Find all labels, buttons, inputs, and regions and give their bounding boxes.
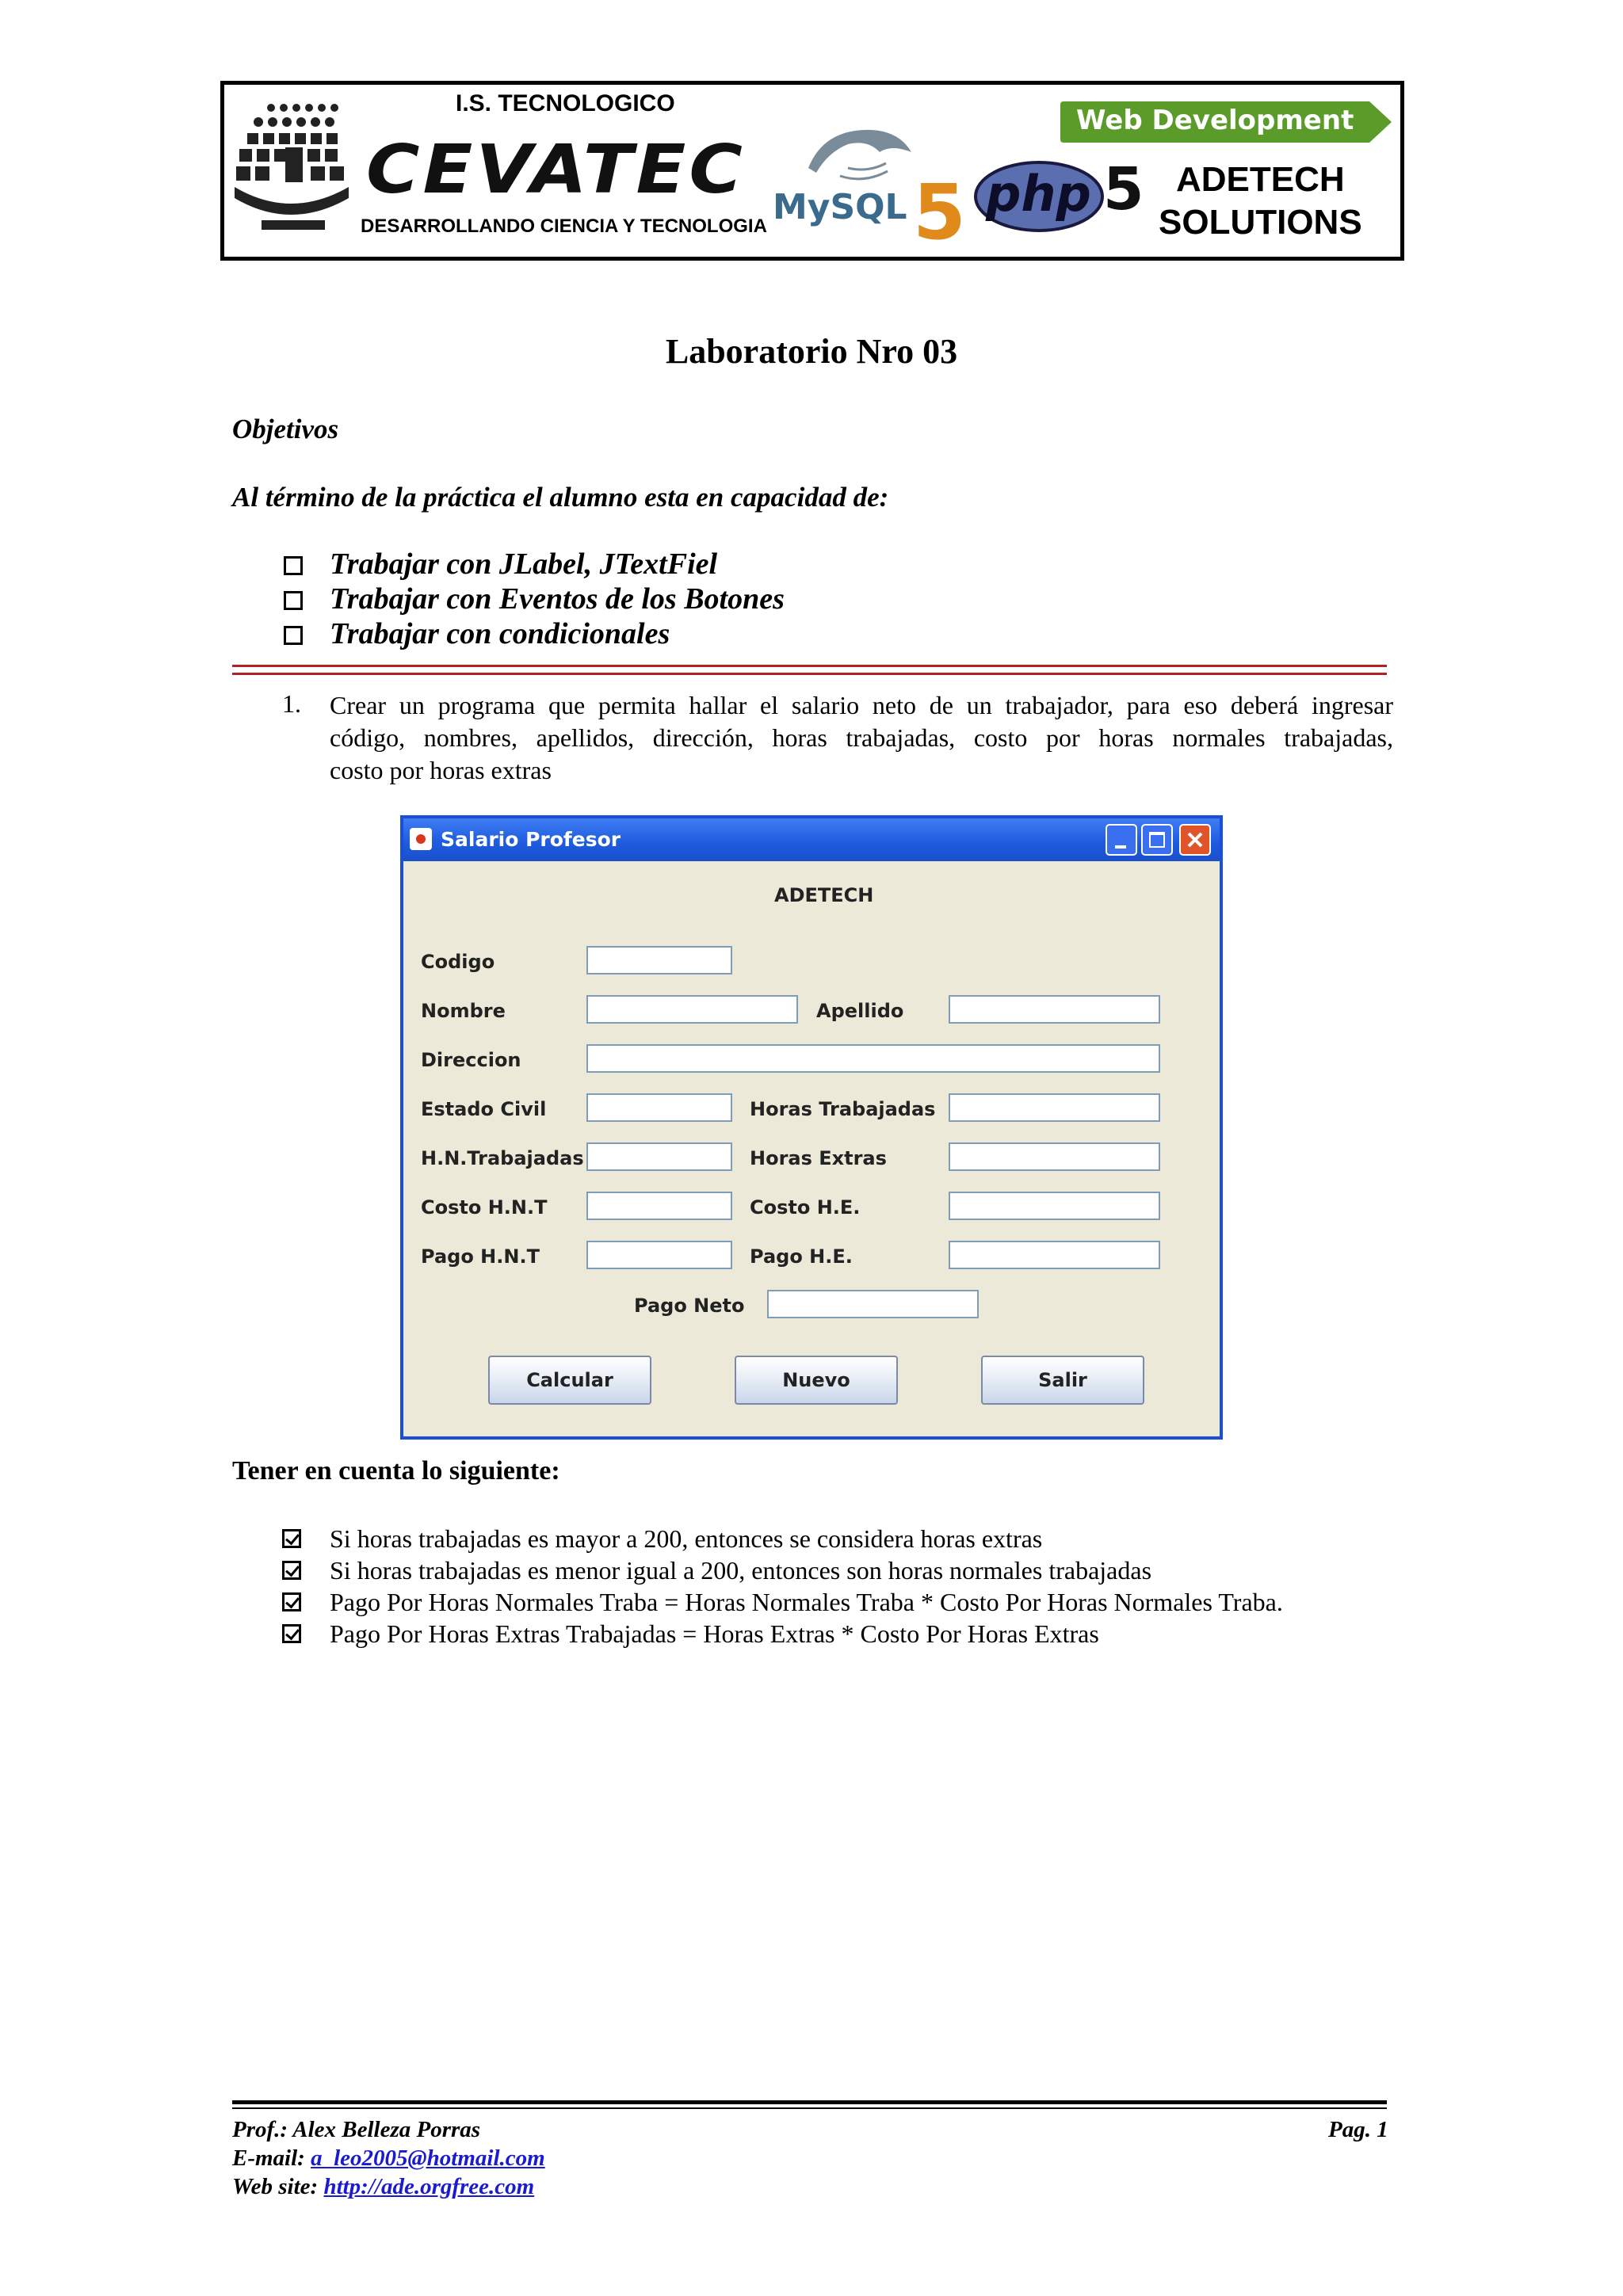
objective-item: Trabajar con condicionales — [330, 617, 670, 650]
objectives-intro: Al término de la práctica el alumno esta en capacidad de: — [232, 482, 889, 513]
minimize-icon — [1115, 845, 1126, 849]
checked-box-icon — [282, 1624, 301, 1643]
company-logo-text — [1159, 158, 1362, 244]
note-item: Pago Por Horas Normales Traba = Horas Normales Traba * Costo Por Horas Normales Traba. — [330, 1588, 1283, 1616]
salario-profesor-window — [400, 815, 1223, 1440]
hn-trabajadas-field[interactable] — [586, 1142, 732, 1171]
checkbox-icon — [284, 556, 303, 575]
close-icon — [1186, 831, 1204, 849]
label-apellido: Apellido — [816, 1000, 904, 1022]
salir-button[interactable]: Salir — [981, 1356, 1144, 1405]
checked-box-icon — [282, 1561, 301, 1580]
label-direccion: Direccion — [421, 1049, 521, 1071]
label-costo-he: Costo H.E. — [750, 1196, 861, 1219]
calcular-button[interactable]: Calcular — [488, 1356, 651, 1405]
exercise-line: Crear un programa que permita hallar el salario neto de un trabajador, para eso deberá ingresar — [330, 691, 1393, 719]
close-button[interactable] — [1179, 824, 1211, 856]
horas-extras-field[interactable] — [949, 1142, 1160, 1171]
company-line-2: SOLUTIONS — [1159, 203, 1362, 242]
costo-hnt-field[interactable] — [586, 1192, 732, 1220]
objective-item: Trabajar con JLabel, JTextFiel — [330, 547, 718, 581]
footer-divider — [232, 2107, 1387, 2109]
institution-name: I.S. TECNOLOGICO — [456, 90, 675, 116]
footer-email — [232, 2145, 545, 2172]
estado-civil-field[interactable] — [586, 1093, 732, 1122]
cevatec-logo-icon — [231, 101, 350, 236]
label-pago-neto: Pago Neto — [634, 1295, 745, 1317]
web-development-text: Web Development — [1076, 105, 1354, 136]
maximize-button[interactable] — [1141, 824, 1173, 856]
checked-box-icon — [282, 1529, 301, 1548]
footer-website — [232, 2174, 534, 2200]
section-divider — [232, 665, 1387, 667]
notes-heading: Tener en cuenta lo siguiente: — [232, 1456, 560, 1486]
mysql-version: 5 — [913, 168, 966, 257]
label-codigo: Codigo — [421, 951, 495, 973]
costo-he-field[interactable] — [949, 1192, 1160, 1220]
document-title: Laboratorio Nro 03 — [665, 332, 958, 371]
apellido-field[interactable] — [949, 995, 1160, 1024]
page-number: Pag. 1 — [1328, 2117, 1388, 2142]
window-title: Salario Profesor — [441, 828, 621, 851]
label-nombre: Nombre — [421, 1000, 506, 1022]
website-label: Web site: — [232, 2174, 319, 2199]
exercise-line: costo por horas extras — [330, 756, 552, 784]
codigo-field[interactable] — [586, 946, 732, 974]
pago-hnt-field[interactable] — [586, 1241, 732, 1269]
exercise-number: 1. — [282, 689, 301, 718]
label-pago-he: Pago H.E. — [750, 1245, 853, 1268]
checkbox-icon — [284, 591, 303, 610]
footer-divider — [232, 2100, 1387, 2104]
pago-neto-field[interactable] — [767, 1290, 979, 1318]
note-item: Pago Por Horas Extras Trabajadas = Horas Extras * Costo Por Horas Extras — [330, 1619, 1099, 1648]
company-line-1: ADETECH — [1176, 160, 1345, 199]
mysql-logo-text: MySQL — [773, 187, 907, 227]
direccion-field[interactable] — [586, 1044, 1160, 1073]
objectives-heading: Objetivos — [232, 414, 339, 444]
php-logo-text: php — [986, 165, 1091, 223]
email-label: E-mail: — [232, 2145, 305, 2171]
label-hn-trabajadas: H.N.Trabajadas — [421, 1147, 584, 1169]
label-horas-extras: Horas Extras — [750, 1147, 887, 1169]
php-version: 5 — [1103, 155, 1144, 223]
pago-he-field[interactable] — [949, 1241, 1160, 1269]
cevatec-logo-text: CEVATEC — [366, 131, 746, 209]
note-item: Si horas trabajadas es menor igual a 200, entonces son horas normales trabajadas — [330, 1556, 1152, 1585]
exercise-line: código, nombres, apellidos, dirección, horas trabajadas, costo por horas normales trabajadas, — [330, 723, 1393, 752]
note-item: Si horas trabajadas es mayor a 200, entonces se considera horas extras — [330, 1524, 1043, 1553]
label-pago-hnt: Pago H.N.T — [421, 1245, 540, 1268]
institution-slogan: DESARROLLANDO CIENCIA Y TECNOLOGIA — [361, 215, 767, 237]
checked-box-icon — [282, 1592, 301, 1611]
label-horas-trabajadas: Horas Trabajadas — [750, 1098, 936, 1120]
form-heading: ADETECH — [774, 884, 874, 906]
label-estado-civil: Estado Civil — [421, 1098, 547, 1120]
horas-trabajadas-field[interactable] — [949, 1093, 1160, 1122]
maximize-icon — [1149, 832, 1165, 848]
java-app-icon — [410, 828, 432, 850]
nuevo-button[interactable]: Nuevo — [735, 1356, 898, 1405]
section-divider — [232, 673, 1387, 675]
footer-professor: Prof.: Alex Belleza Porras — [232, 2117, 481, 2142]
minimize-button[interactable] — [1106, 824, 1137, 856]
nombre-field[interactable] — [586, 995, 798, 1024]
website-link[interactable]: http://ade.orgfree.com — [323, 2174, 535, 2199]
email-link[interactable]: a_leo2005@hotmail.com — [311, 2145, 545, 2171]
label-costo-hnt: Costo H.N.T — [421, 1196, 548, 1219]
objective-item: Trabajar con Eventos de los Botones — [330, 582, 785, 616]
exercise-description — [330, 689, 1393, 787]
checkbox-icon — [284, 626, 303, 645]
